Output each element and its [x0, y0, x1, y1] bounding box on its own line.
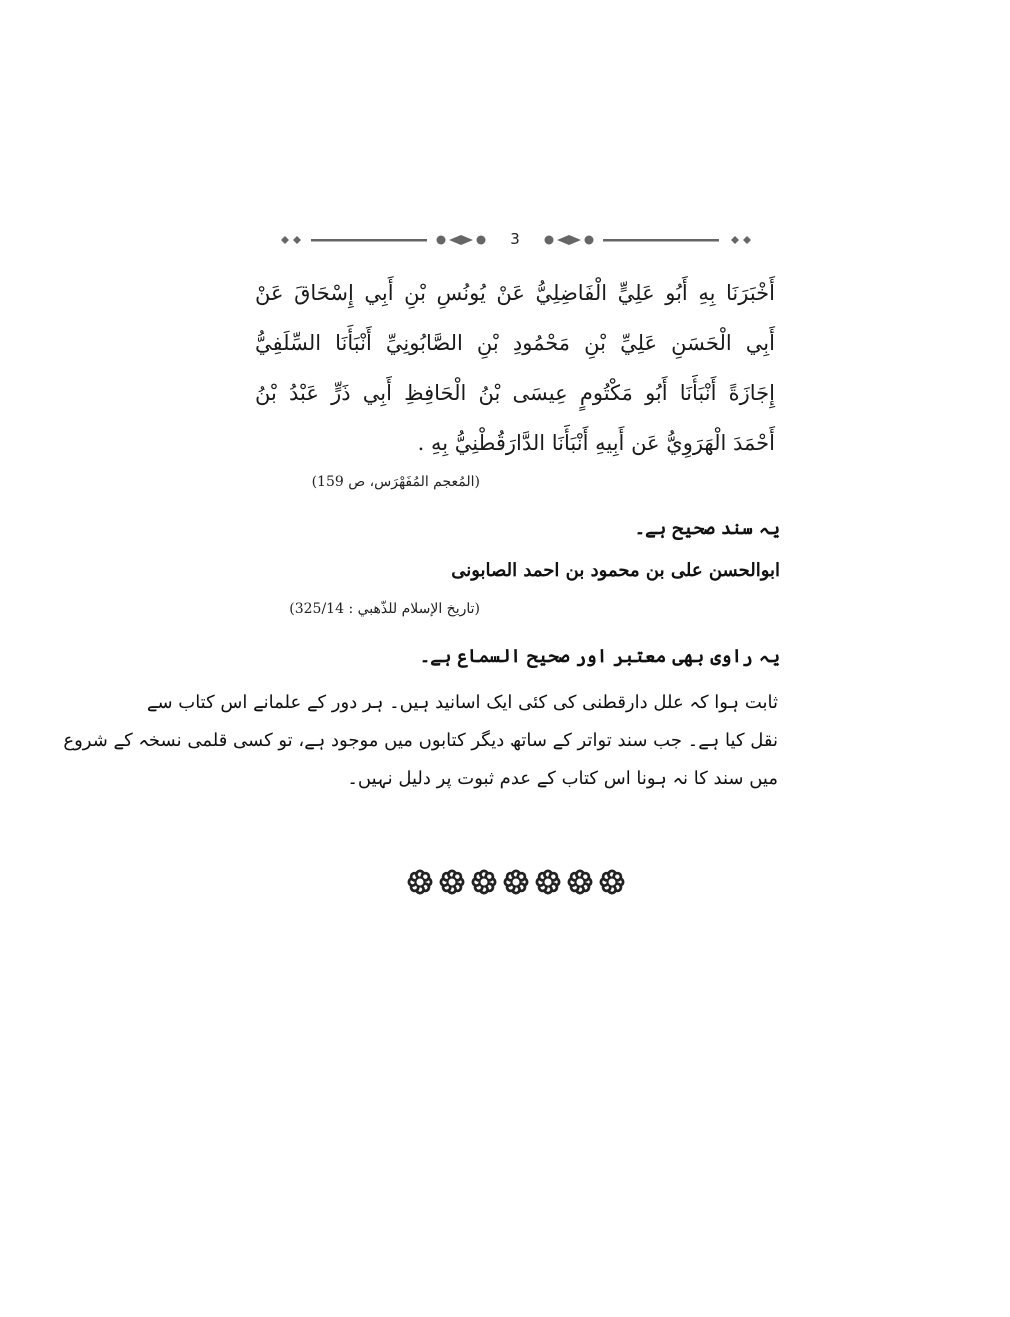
- reference-citation: (المُعجم المُفَهْرَس، ص 159): [311, 474, 480, 490]
- arabic-line: إِجَازَةً أَنْبَأَنَا أَبُو مَكْتُومٍ عِيسَى بْنُ الْحَافِظِ أَبِي ذَرٍّ عَبْدُ بْنُ: [255, 381, 775, 405]
- paragraph-line: ثابت ہوا کہ علل دارقطنی کی کئی ایک اسانید ہیں۔ ہر دور کے علمانے اس کتاب سے: [146, 692, 778, 713]
- flower-icon: [600, 870, 625, 895]
- arabic-line: أَخْبَرَنَا بِهِ أَبُو عَلِيٍّ الْفَاضِلِيُّ عَنْ يُونُسِ بْنِ أَبِي إِسْحَاقَ عَنْ: [255, 281, 775, 305]
- arabic-line: أَحْمَدَ الْهَرَوِيُّ عَن أَبِيهِ أَنْبَأَنَا الدَّارَقُطْنِيُّ بِهِ .: [417, 431, 775, 455]
- reference-citation: (تاریخ الإسلام للذّهبي : 325/14): [289, 601, 480, 617]
- flower-icon: [504, 870, 529, 895]
- flower-icon: [408, 870, 433, 895]
- flower-ornament-row: [405, 866, 631, 898]
- page-header-ornament: [275, 228, 755, 252]
- paragraph-line: میں سند کا نہ ہونا اس کتاب کے عدم ثبوت پر دلیل نہیں۔: [347, 768, 778, 789]
- urdu-statement: یہ سند صحیح ہے۔: [634, 518, 780, 539]
- urdu-paragraph: [63, 684, 778, 798]
- flower-icon: [568, 870, 593, 895]
- arabic-line: أَبِي الْحَسَنِ عَلِيِّ بْنِ مَحْمُودِ بْنِ الصَّابُونِيِّ أَنْبَأَنَا السِّلَفِيُّ: [255, 331, 775, 355]
- narrator-name: ابوالحسن علی بن محمود بن احمد الصابونی: [451, 560, 780, 581]
- flower-icon: [472, 870, 497, 895]
- arabic-hadith-text: [255, 268, 775, 468]
- page-number: 3: [510, 230, 520, 248]
- flower-icon: [440, 870, 465, 895]
- paragraph-line: نقل کیا ہے۔ جب سند تواتر کے ساتھ دیگر کتابوں میں موجود ہے، تو کسی قلمی نسخہ کے شروع: [63, 730, 778, 751]
- urdu-statement: یہ راوی بھی معتبر اور صحیح السماع ہے۔: [419, 646, 780, 667]
- flower-icon: [536, 870, 561, 895]
